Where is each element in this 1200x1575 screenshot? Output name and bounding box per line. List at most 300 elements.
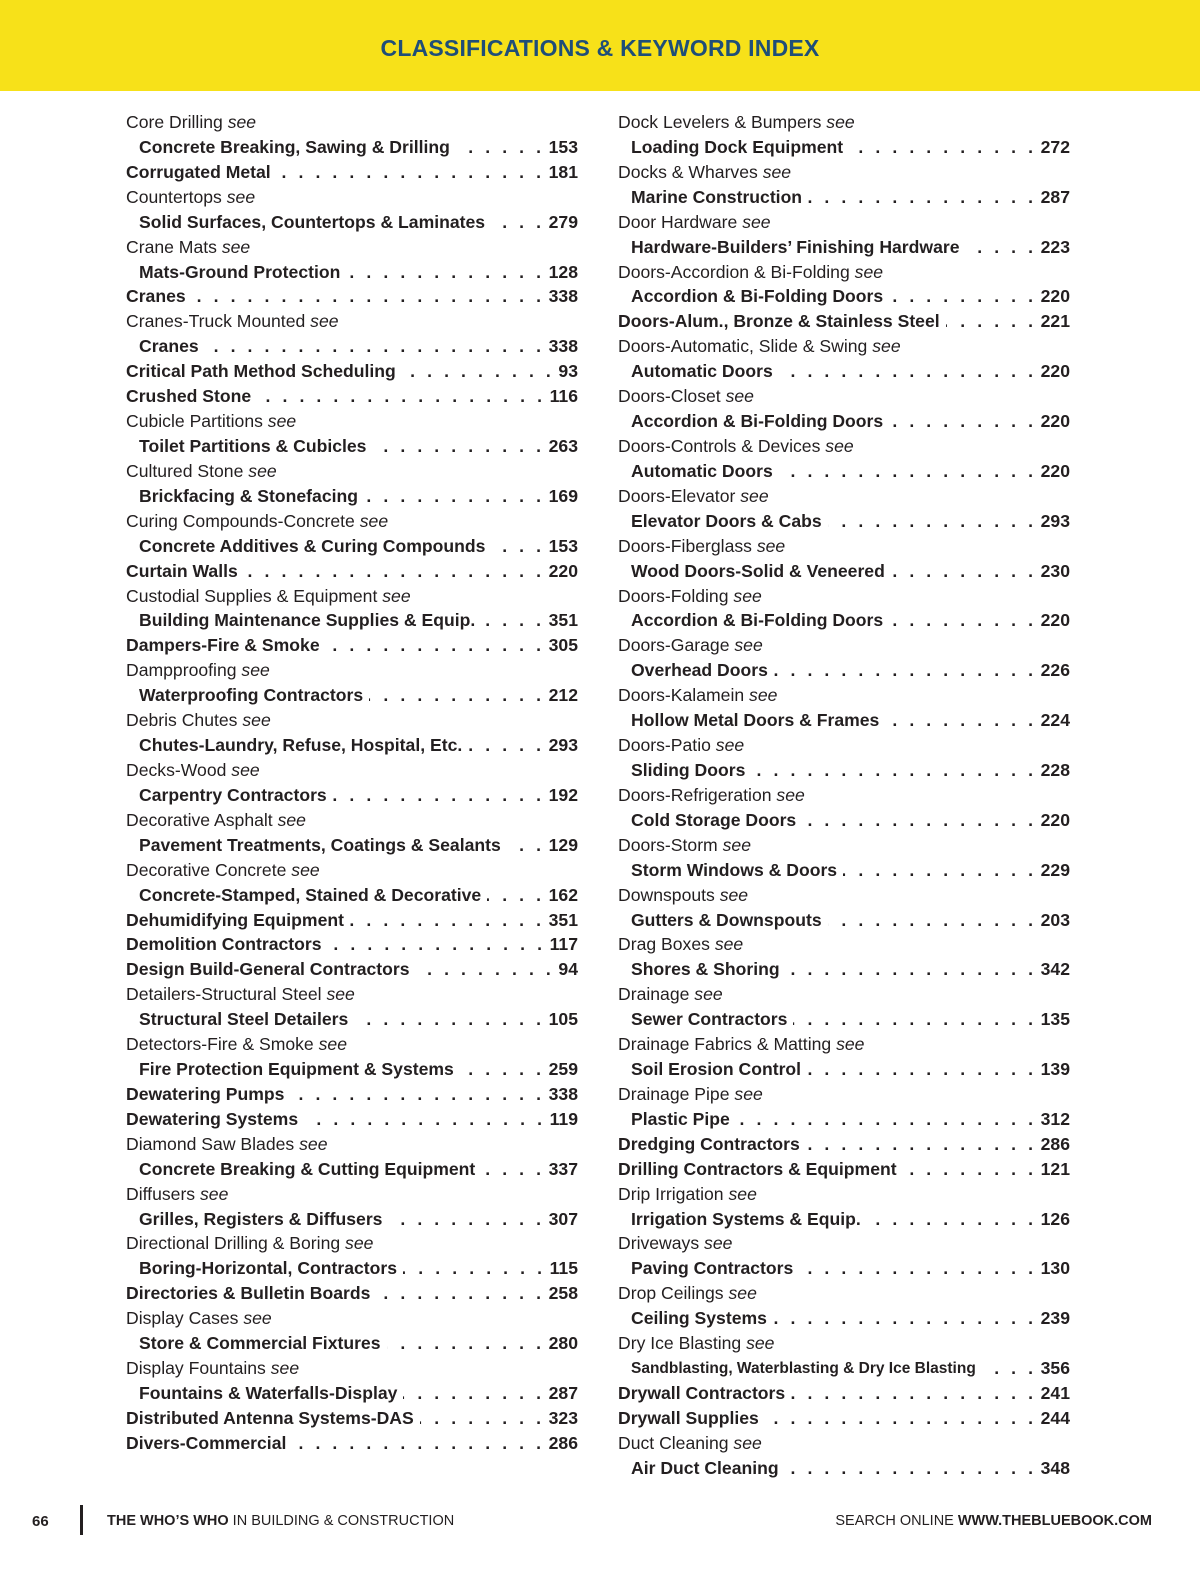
see-term: Doors-Garage	[618, 635, 730, 656]
page-ref: 293	[1040, 510, 1070, 531]
see-term: Detailers-Structural Steel	[126, 984, 322, 1005]
dot-leader	[491, 210, 545, 235]
page-ref: 338	[548, 286, 578, 307]
page-ref: 241	[1040, 1383, 1070, 1404]
see-term: Decorative Concrete	[126, 859, 287, 880]
entry-term: Doors-Alum., Bronze & Stainless Steel	[618, 311, 940, 332]
page-ref: 162	[548, 884, 578, 905]
dot-leader	[889, 284, 1036, 309]
entry-term: Waterproofing Contractors	[139, 685, 364, 706]
page-ref: 129	[548, 834, 578, 855]
index-entry	[618, 1132, 1070, 1157]
see-word: see	[854, 261, 884, 282]
page-ref: 139	[1040, 1059, 1070, 1080]
dot-leader	[192, 284, 545, 309]
see-reference	[618, 210, 1070, 235]
cross-reference-entry	[618, 235, 1070, 260]
page-ref: 169	[548, 485, 578, 506]
dot-leader	[257, 384, 545, 409]
cross-reference-entry	[126, 1007, 578, 1032]
dot-leader	[350, 908, 545, 933]
see-word: see	[270, 1358, 300, 1379]
see-term: Decorative Asphalt	[126, 809, 273, 830]
see-reference	[126, 110, 578, 135]
entry-term: Plastic Pipe	[631, 1108, 730, 1129]
see-reference	[618, 534, 1070, 559]
page-ref: 351	[548, 909, 578, 930]
see-reference	[618, 1032, 1070, 1057]
page-ref: 221	[1040, 311, 1070, 332]
see-word: see	[836, 1034, 865, 1055]
see-word: see	[221, 236, 251, 257]
see-reference	[618, 1231, 1070, 1256]
page-ref: 279	[548, 211, 578, 232]
index-entry	[126, 284, 578, 309]
see-word: see	[318, 1034, 347, 1055]
see-word: see	[267, 411, 297, 432]
dot-leader	[807, 1057, 1037, 1082]
see-word: see	[345, 1233, 374, 1254]
see-reference	[618, 683, 1070, 708]
see-word: see	[326, 984, 355, 1005]
entry-term: Crushed Stone	[126, 386, 252, 407]
page-ref: 220	[548, 560, 578, 581]
dot-leader	[292, 1431, 544, 1456]
website-link[interactable]: WWW.THEBLUEBOOK.COM	[957, 1513, 1152, 1529]
see-reference	[618, 982, 1070, 1007]
see-word: see	[243, 1308, 272, 1329]
dot-leader	[885, 708, 1036, 733]
dot-leader	[481, 608, 544, 633]
entry-term: Dampers-Fire & Smoke	[126, 635, 320, 656]
entry-term: Dredging Contractors	[618, 1133, 800, 1154]
page-ref: 323	[548, 1407, 578, 1428]
index-entry	[126, 957, 578, 982]
entry-term: Toilet Partitions & Cubicles	[139, 435, 367, 456]
see-term: Doors-Closet	[618, 386, 721, 407]
dot-leader	[786, 957, 1037, 982]
see-word: see	[728, 1183, 757, 1204]
cross-reference-entry	[618, 1107, 1070, 1132]
cross-reference-entry	[126, 534, 578, 559]
entry-term: Concrete Breaking & Cutting Equipment	[139, 1158, 476, 1179]
see-reference	[126, 1231, 578, 1256]
see-term: Docks & Wharves	[618, 161, 758, 182]
see-term: Doors-Patio	[618, 735, 711, 756]
page-ref: 220	[1040, 809, 1070, 830]
see-term: Doors-Elevator	[618, 485, 736, 506]
see-reference	[618, 484, 1070, 509]
cross-reference-entry	[126, 883, 578, 908]
see-word: see	[200, 1183, 229, 1204]
dot-leader	[828, 509, 1037, 534]
entry-term: Hollow Metal Doors & Frames	[631, 710, 880, 731]
see-word: see	[291, 859, 320, 880]
cross-reference-entry	[618, 1007, 1070, 1032]
dot-leader	[802, 808, 1036, 833]
see-term: Decks-Wood	[126, 759, 227, 780]
dot-leader	[736, 1107, 1037, 1132]
cross-reference-entry	[126, 210, 578, 235]
dot-leader	[372, 434, 544, 459]
dot-leader	[799, 1256, 1036, 1281]
page-ref: 220	[1040, 411, 1070, 432]
publication-name-rest: IN BUILDING & CONSTRUCTION	[228, 1513, 455, 1529]
dot-leader	[328, 932, 546, 957]
page-ref: 135	[1040, 1009, 1070, 1030]
entry-term: Dewatering Pumps	[126, 1083, 285, 1104]
entry-term: Dewatering Systems	[126, 1108, 299, 1129]
cross-reference-entry	[618, 359, 1070, 384]
page-ref: 258	[548, 1283, 578, 1304]
see-reference	[618, 434, 1070, 459]
dot-leader	[889, 409, 1036, 434]
index-column-left	[126, 110, 578, 1456]
cross-reference-entry	[618, 957, 1070, 982]
see-reference	[618, 883, 1070, 908]
see-word: see	[694, 984, 723, 1005]
page-ref: 338	[548, 1083, 578, 1104]
cross-reference-entry	[618, 1256, 1070, 1281]
see-reference	[618, 584, 1070, 609]
see-reference	[618, 633, 1070, 658]
entry-term: Shores & Shoring	[631, 959, 780, 980]
entry-term: Boring-Horizontal, Contractors	[139, 1258, 398, 1279]
page-ref: 338	[548, 336, 578, 357]
see-term: Debris Chutes	[126, 710, 238, 731]
cross-reference-entry	[126, 683, 578, 708]
entry-term: Irrigation Systems & Equip.	[631, 1208, 861, 1229]
see-word: see	[742, 211, 771, 232]
dot-leader	[388, 1207, 544, 1232]
entry-term: Corrugated Metal	[126, 161, 271, 182]
index-entry	[126, 160, 578, 185]
see-word: see	[277, 809, 306, 830]
cross-reference-entry	[618, 1356, 1070, 1381]
see-term: Display Fountains	[126, 1358, 266, 1379]
page-ref: 286	[1040, 1133, 1070, 1154]
see-term: Doors-Fiberglass	[618, 535, 752, 556]
index-entry	[618, 1381, 1070, 1406]
entry-term: Drywall Supplies	[618, 1407, 759, 1428]
entry-term: Solid Surfaces, Countertops & Laminates	[139, 211, 486, 232]
entry-term: Cranes	[126, 286, 186, 307]
entry-term: Divers-Commercial	[126, 1432, 287, 1453]
cross-reference-entry	[126, 608, 578, 633]
see-term: Directional Drilling & Boring	[126, 1233, 341, 1254]
entry-term: Distributed Antenna Systems-DAS	[126, 1407, 414, 1428]
page-header	[0, 0, 1200, 91]
cross-reference-entry	[618, 908, 1070, 933]
entry-term: Concrete Additives & Curing Compounds	[139, 535, 486, 556]
page-ref: 356	[1040, 1358, 1070, 1379]
cross-reference-entry	[126, 1157, 578, 1182]
dot-leader	[456, 135, 545, 160]
see-word: see	[359, 510, 389, 531]
entry-term: Building Maintenance Supplies & Equip.	[139, 610, 476, 631]
cross-reference-entry	[618, 284, 1070, 309]
entry-term: Fire Protection Equipment & Systems	[139, 1059, 454, 1080]
see-word: see	[226, 186, 256, 207]
dot-leader	[779, 359, 1037, 384]
entry-term: Brickfacing & Stonefacing	[139, 485, 358, 506]
see-term: Diamond Saw Blades	[126, 1133, 295, 1154]
entry-term: Air Duct Cleaning	[631, 1457, 779, 1478]
cross-reference-entry	[618, 658, 1070, 683]
page-ref: 312	[1040, 1108, 1070, 1129]
see-term: Doors-Controls & Devices	[618, 435, 821, 456]
page-ref: 239	[1040, 1308, 1070, 1329]
dot-leader	[290, 1082, 544, 1107]
entry-term: Demolition Contractors	[126, 934, 322, 955]
entry-term: Directories & Bulletin Boards	[126, 1283, 371, 1304]
see-word: see	[231, 759, 260, 780]
see-word: see	[733, 585, 762, 606]
see-reference	[618, 1331, 1070, 1356]
see-reference	[126, 309, 578, 334]
page-ref: 192	[548, 784, 578, 805]
see-reference	[126, 1032, 578, 1057]
dot-leader	[867, 1207, 1037, 1232]
see-word: see	[733, 1432, 762, 1453]
page-ref: 130	[1040, 1258, 1070, 1279]
page-ref: 153	[548, 136, 578, 157]
entry-term: Carpentry Contractors	[139, 784, 327, 805]
dot-leader	[773, 1306, 1037, 1331]
cross-reference-entry	[126, 783, 578, 808]
dot-leader	[468, 733, 544, 758]
see-word: see	[762, 161, 792, 182]
cross-reference-entry	[618, 1456, 1070, 1481]
entry-term: Accordion & Bi-Folding Doors	[631, 610, 884, 631]
see-term: Driveways	[618, 1233, 700, 1254]
entry-term: Curtain Walls	[126, 560, 238, 581]
entry-term: Gutters & Downspouts	[631, 909, 822, 930]
see-word: see	[756, 535, 786, 556]
page-ref: 105	[548, 1009, 578, 1030]
cross-reference-entry	[618, 708, 1070, 733]
see-term: Dry Ice Blasting	[618, 1333, 742, 1354]
entry-term: Mats-Ground Protection	[139, 261, 341, 282]
cross-reference-entry	[618, 758, 1070, 783]
see-term: Display Cases	[126, 1308, 239, 1329]
page-ref: 263	[548, 435, 578, 456]
dot-leader	[791, 1381, 1036, 1406]
see-reference	[618, 733, 1070, 758]
entry-term: Chutes-Laundry, Refuse, Hospital, Etc.	[139, 735, 463, 756]
page-ref: 220	[1040, 460, 1070, 481]
page-ref: 259	[548, 1059, 578, 1080]
dot-leader	[849, 135, 1037, 160]
cross-reference-entry	[126, 1381, 578, 1406]
cross-reference-entry	[126, 334, 578, 359]
dot-leader	[416, 957, 555, 982]
page-ref: 220	[1040, 361, 1070, 382]
cross-reference-entry	[126, 260, 578, 285]
see-term: Drip Irrigation	[618, 1183, 724, 1204]
dot-leader	[333, 783, 545, 808]
dot-leader	[277, 160, 545, 185]
see-reference	[126, 459, 578, 484]
entry-term: Hardware-Builders’ Finishing Hardware	[631, 236, 960, 257]
dot-leader	[889, 608, 1036, 633]
page-ref: 280	[548, 1333, 578, 1354]
see-word: see	[826, 112, 855, 132]
dot-leader	[346, 260, 544, 285]
see-reference	[618, 1182, 1070, 1207]
see-word: see	[382, 585, 411, 606]
see-reference	[618, 1082, 1070, 1107]
index-entry	[126, 633, 578, 658]
dot-leader	[808, 185, 1037, 210]
see-word: see	[825, 435, 854, 456]
see-reference	[618, 110, 1070, 135]
cross-reference-entry	[618, 559, 1070, 584]
dot-leader	[751, 758, 1036, 783]
index-entry	[618, 1157, 1070, 1182]
entry-term: Sandblasting, Waterblasting & Dry Ice Blasting	[631, 1360, 976, 1378]
see-word: see	[719, 884, 749, 905]
dot-leader	[779, 459, 1037, 484]
see-reference	[126, 409, 578, 434]
entry-term: Dehumidifying Equipment	[126, 909, 344, 930]
see-reference	[126, 509, 578, 534]
entry-term: Sliding Doors	[631, 759, 746, 780]
index-entry	[618, 1406, 1070, 1431]
entry-term: Store & Commercial Fixtures	[139, 1333, 381, 1354]
entry-term: Elevator Doors & Cabs	[631, 510, 822, 531]
dot-leader	[481, 1157, 544, 1182]
index-entry	[126, 1281, 578, 1306]
entry-term: Automatic Doors	[631, 361, 773, 382]
see-word: see	[746, 1333, 775, 1354]
dot-leader	[507, 833, 545, 858]
page-ref: 94	[558, 959, 578, 980]
entry-term: Structural Steel Detailers	[139, 1009, 349, 1030]
cross-reference-entry	[618, 509, 1070, 534]
entry-term: Drilling Contractors & Equipment	[618, 1158, 897, 1179]
see-term: Dampproofing	[126, 660, 237, 681]
entry-term: Accordion & Bi-Folding Doors	[631, 411, 884, 432]
see-reference	[126, 858, 578, 883]
dot-leader	[403, 1256, 546, 1281]
dot-leader	[806, 1132, 1037, 1157]
index-entry	[126, 1107, 578, 1132]
page-ref: 115	[549, 1258, 578, 1279]
page-ref: 229	[1040, 859, 1070, 880]
page-ref: 121	[1040, 1158, 1070, 1179]
see-term: Doors-Automatic, Slide & Swing	[618, 336, 868, 357]
cross-reference-entry	[126, 1207, 578, 1232]
see-word: see	[310, 311, 339, 332]
page-ref: 286	[548, 1432, 578, 1453]
page-ref: 116	[549, 386, 578, 407]
entry-term: Cranes	[139, 336, 199, 357]
page-ref: 272	[1040, 136, 1070, 157]
cross-reference-entry	[126, 1331, 578, 1356]
see-reference	[126, 1182, 578, 1207]
dot-leader	[843, 858, 1037, 883]
see-word: see	[241, 660, 270, 681]
see-term: Crane Mats	[126, 236, 217, 257]
page-number: 66	[32, 1513, 49, 1530]
see-reference	[126, 1306, 578, 1331]
see-reference	[126, 185, 578, 210]
see-term: Cranes-Truck Mounted	[126, 311, 306, 332]
page-ref: 117	[549, 934, 578, 955]
see-term: Core Drilling	[126, 112, 223, 132]
entry-term: Sewer Contractors	[631, 1009, 788, 1030]
page-ref: 128	[548, 261, 578, 282]
see-reference	[618, 260, 1070, 285]
cross-reference-entry	[618, 1057, 1070, 1082]
entry-term: Fountains & Waterfalls-Display	[139, 1383, 398, 1404]
see-term: Cultured Stone	[126, 460, 244, 481]
see-term: Diffusers	[126, 1183, 196, 1204]
entry-term: Storm Windows & Doors	[631, 859, 838, 880]
see-word: see	[725, 386, 754, 407]
see-reference	[618, 833, 1070, 858]
see-reference	[618, 334, 1070, 359]
cross-reference-entry	[126, 434, 578, 459]
entry-term: Pavement Treatments, Coatings & Sealants	[139, 834, 501, 855]
see-word: see	[715, 735, 745, 756]
entry-term: Cold Storage Doors	[631, 809, 797, 830]
cross-reference-entry	[618, 185, 1070, 210]
dot-leader	[402, 359, 555, 384]
page-ref: 181	[548, 161, 578, 182]
dot-leader	[460, 1057, 545, 1082]
see-word: see	[776, 784, 805, 805]
page-ref: 287	[548, 1383, 578, 1404]
see-word: see	[749, 685, 778, 706]
dot-leader	[369, 683, 544, 708]
see-term: Drag Boxes	[618, 934, 710, 955]
see-term: Drop Ceilings	[618, 1283, 724, 1304]
cross-reference-entry	[618, 409, 1070, 434]
see-term: Curing Compounds-Concrete	[126, 510, 355, 531]
dot-leader	[982, 1356, 1037, 1381]
see-reference	[126, 584, 578, 609]
dot-leader	[828, 908, 1037, 933]
dot-leader	[244, 559, 545, 584]
see-term: Drainage Pipe	[618, 1083, 730, 1104]
page-ref: 220	[1040, 610, 1070, 631]
entry-term: Concrete Breaking, Sawing & Drilling	[139, 136, 450, 157]
see-reference	[126, 658, 578, 683]
footer-divider	[80, 1505, 83, 1535]
index-entry	[126, 384, 578, 409]
see-word: see	[299, 1133, 328, 1154]
see-reference	[126, 708, 578, 733]
publication-name	[107, 1513, 454, 1529]
page-ref: 126	[1040, 1208, 1070, 1229]
page-ref: 203	[1040, 909, 1070, 930]
page-ref: 348	[1040, 1457, 1070, 1478]
entry-term: Automatic Doors	[631, 460, 773, 481]
entry-term: Grilles, Registers & Diffusers	[139, 1208, 383, 1229]
cross-reference-entry	[126, 733, 578, 758]
page-title: CLASSIFICATIONS & KEYWORD INDEX	[380, 35, 820, 61]
see-reference	[126, 758, 578, 783]
entry-term: Marine Construction	[631, 186, 803, 207]
dot-leader	[793, 1007, 1036, 1032]
cross-reference-entry	[618, 459, 1070, 484]
publication-name-bold: THE WHO’S WHO	[107, 1513, 229, 1529]
index-entry	[618, 309, 1070, 334]
entry-term: Wood Doors-Solid & Veneered	[631, 560, 885, 581]
page-ref: 305	[548, 635, 578, 656]
